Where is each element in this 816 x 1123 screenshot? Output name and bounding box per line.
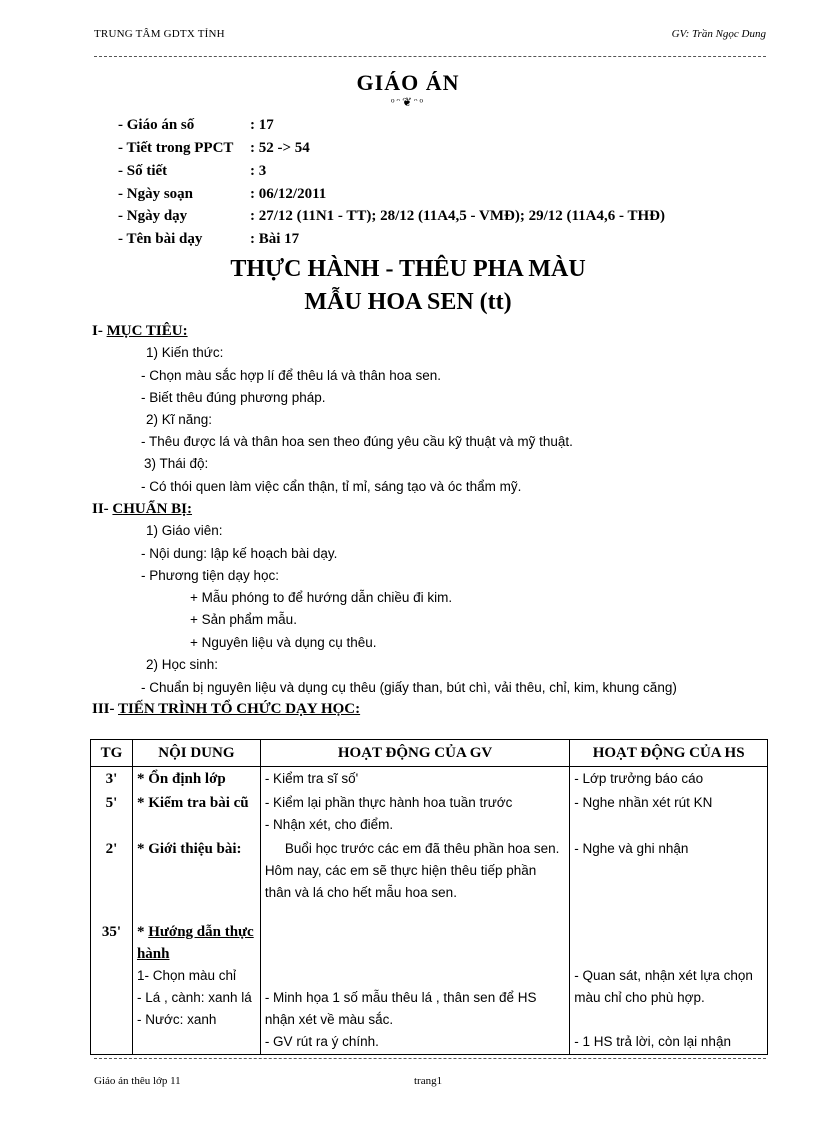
teacher-activity-line: - Nhận xét, cho điểm. bbox=[264, 817, 394, 832]
title-ornament-icon: ᵒᵔ❦ᵔᵒ bbox=[391, 95, 425, 109]
column-header: NỘI DUNG bbox=[132, 740, 260, 767]
student-activity-cell: - Nghe và ghi nhận bbox=[570, 837, 768, 905]
lesson-activity-table bbox=[90, 739, 768, 1055]
info-row: - Ngày dạy : 27/12 (11N1 - TT); 28/12 (11A4,5 - VMĐ); 29/12 (11A4,6 - THĐ) bbox=[118, 208, 665, 224]
footer-doc-name: Giáo án thêu lớp 11 bbox=[94, 1075, 181, 1087]
section-heading-chuan-bi: II- CHUẨN BỊ: bbox=[92, 501, 193, 517]
header-teacher: GV: Trần Ngọc Dung bbox=[671, 28, 766, 40]
header-center-name: TRUNG TÂM GDTX TỈNH bbox=[94, 28, 225, 40]
header-divider bbox=[94, 56, 766, 57]
table-row bbox=[91, 905, 768, 1055]
preparation-line: + Mẫu phóng to để hướng dẫn chiều đi kim. bbox=[190, 590, 453, 605]
info-row: - Giáo án số : 17 bbox=[118, 117, 274, 133]
objective-line: 1) Kiến thức: bbox=[146, 345, 224, 360]
objective-line: 2) Kĩ năng: bbox=[146, 412, 213, 427]
table-header-row bbox=[91, 740, 768, 767]
table-row bbox=[91, 791, 768, 837]
time-cell: 2' bbox=[91, 837, 133, 905]
objective-line: - Biết thêu đúng phương pháp. bbox=[141, 390, 326, 405]
teacher-activity-cell: - Kiểm tra sĩ số' bbox=[260, 767, 569, 792]
content-cell: * Ổn định lớp bbox=[132, 767, 260, 792]
content-cell: * Giới thiệu bài: bbox=[132, 837, 260, 905]
time-cell: 3' bbox=[91, 767, 133, 792]
preparation-line: + Sản phẩm mẫu. bbox=[190, 612, 297, 627]
info-row: - Tên bài dạy : Bài 17 bbox=[118, 231, 300, 247]
info-row: - Tiết trong PPCT : 52 -> 54 bbox=[118, 140, 310, 156]
section-heading-tien-trinh: III- TIẾN TRÌNH TỔ CHỨC DẠY HỌC: bbox=[92, 701, 361, 717]
teacher-activity-cell bbox=[260, 905, 569, 1055]
content-item: - Nước: xanh bbox=[136, 1012, 217, 1027]
objective-line: - Chọn màu sắc hợp lí để thêu lá và thân hoa sen. bbox=[141, 368, 442, 383]
column-header: TG bbox=[91, 740, 133, 767]
objective-line: - Thêu được lá và thân hoa sen theo đúng yêu cầu kỹ thuật và mỹ thuật. bbox=[141, 434, 573, 449]
column-header: HOẠT ĐỘNG CỦA GV bbox=[260, 740, 569, 767]
preparation-line: - Nội dung: lập kế hoạch bài dạy. bbox=[141, 546, 338, 561]
teacher-activity-line: - GV rút ra ý chính. bbox=[264, 1034, 379, 1049]
student-activity-line: - Quan sát, nhận xét lựa chọn màu chỉ cho phù hợp. bbox=[574, 968, 753, 1005]
teacher-activity-cell: Buổi học trước các em đã thêu phần hoa sen. Hôm nay, các em sẽ thực hiện thêu tiếp phần thân và lá cho hết mẫu hoa sen. bbox=[260, 837, 569, 905]
preparation-line: - Chuẩn bị nguyên liệu và dụng cụ thêu (giấy than, bút chì, vải thêu, chỉ, kim, khung căng) bbox=[141, 680, 677, 695]
teacher-activity-line: - Minh họa 1 số mẫu thêu lá , thân sen để HS nhận xét về màu sắc. bbox=[264, 990, 537, 1027]
lesson-title-line1: THỰC HÀNH - THÊU PHA MÀU bbox=[230, 256, 586, 282]
info-row: - Ngày soạn : 06/12/2011 bbox=[118, 186, 327, 202]
preparation-line: + Nguyên liệu và dụng cụ thêu. bbox=[190, 635, 377, 650]
teacher-activity-cell bbox=[260, 791, 569, 837]
content-cell bbox=[132, 905, 260, 1055]
content-item: 1- Chọn màu chỉ bbox=[136, 968, 237, 983]
table-row bbox=[91, 837, 768, 905]
content-heading: * Hướng dẫn thực hành bbox=[136, 924, 254, 962]
student-activity-cell bbox=[570, 905, 768, 1055]
lesson-title-line2: MẪU HOA SEN (tt) bbox=[304, 289, 512, 315]
student-activity-cell: - Nghe nhần xét rút KN bbox=[570, 791, 768, 837]
table-row bbox=[91, 767, 768, 792]
column-header: HOẠT ĐỘNG CỦA HS bbox=[570, 740, 768, 767]
footer-page-number: trang1 bbox=[414, 1075, 443, 1087]
student-activity-cell: - Lớp trưởng báo cáo bbox=[570, 767, 768, 792]
teacher-activity-line: - Kiểm lại phần thực hành hoa tuần trước bbox=[264, 795, 513, 810]
preparation-line: 1) Giáo viên: bbox=[146, 523, 223, 538]
content-cell: * Kiểm tra bài cũ bbox=[132, 791, 260, 837]
preparation-line: 2) Học sinh: bbox=[146, 657, 219, 672]
page-title: GIÁO ÁN bbox=[356, 70, 460, 95]
content-item: - Lá , cành: xanh lá bbox=[136, 990, 252, 1005]
objective-line: 3) Thái độ: bbox=[144, 456, 209, 471]
info-row: - Số tiết : 3 bbox=[118, 163, 267, 179]
student-activity-line: - 1 HS trả lời, còn lại nhận bbox=[574, 1034, 731, 1049]
time-cell: 35' bbox=[91, 905, 133, 1055]
preparation-line: - Phương tiện dạy học: bbox=[141, 568, 279, 583]
footer-divider bbox=[94, 1058, 766, 1059]
section-heading-muc-tieu: I- MỤC TIÊU: bbox=[92, 323, 188, 339]
time-cell: 5' bbox=[91, 791, 133, 837]
objective-line: - Có thói quen làm việc cẩn thận, tỉ mỉ, sáng tạo và óc thẩm mỹ. bbox=[141, 479, 522, 494]
